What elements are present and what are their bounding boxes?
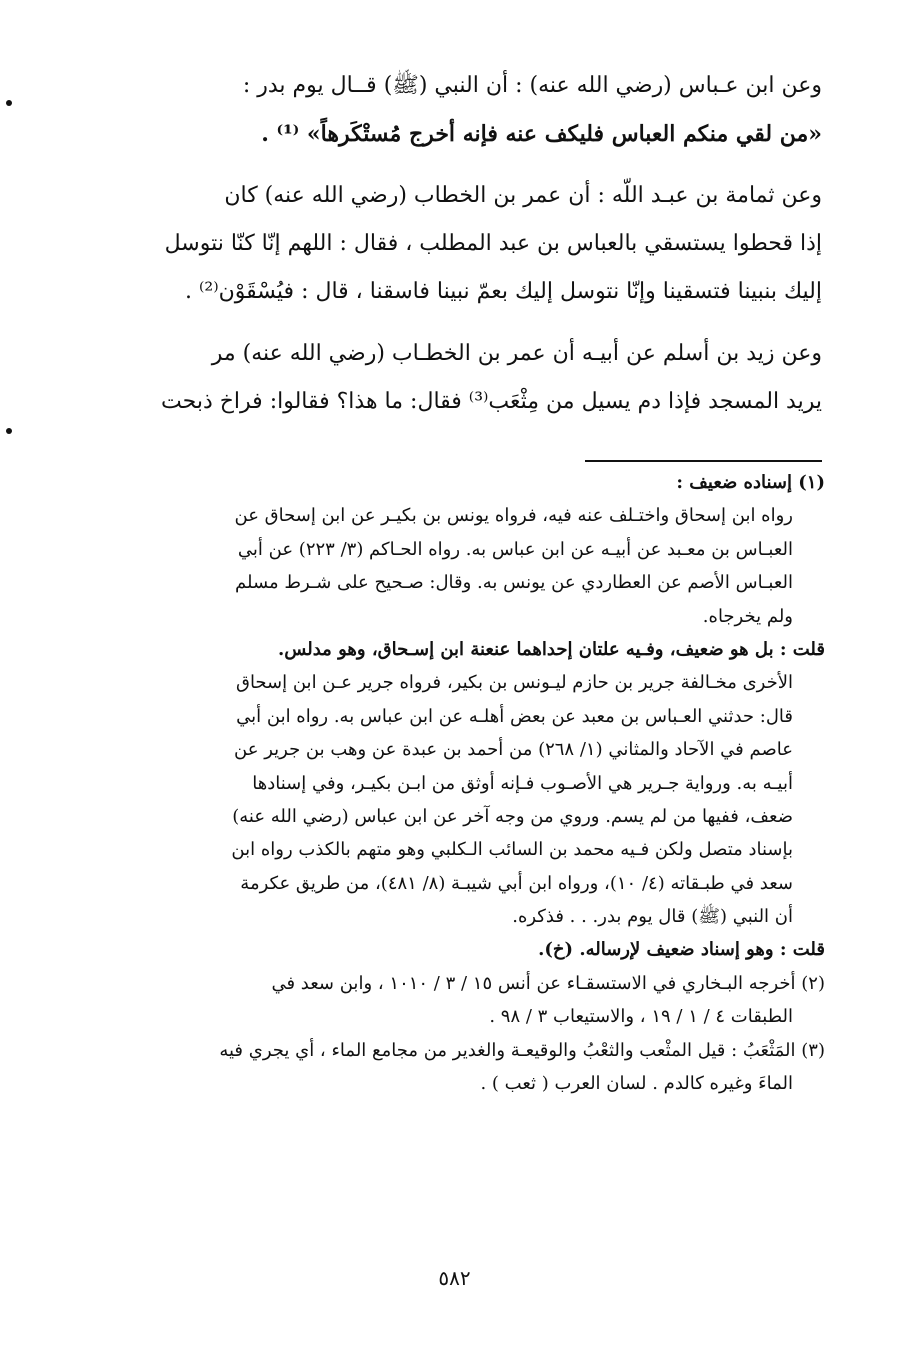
footnote-line: (١) إسناده ضعيف : — [676, 472, 825, 493]
text-line: إذا قحطوا يستسقي بالعباس بن عبد المطلب ، فقال : اللهم إنّا كنّا نتوسل — [164, 231, 822, 256]
footnote-line: قلت : وهو إسناد ضعيف لإرساله. (خ). — [538, 939, 825, 961]
footnote-line: ضعف، ففيها من لم يسم. وروي من وجه آخر عن ابن عباس (رضي الله عنه) — [232, 805, 793, 827]
footnote-line: (٣) المَثْعَبُ : قيل المثْعب والثعْبُ والوقيعـة والغدير من مجامع الماء ، أي يجري فيه — [219, 1039, 825, 1061]
paragraph-1 — [100, 62, 822, 158]
footnote-line: العبـاس بن معـبد عن أبيـه عن ابن عباس به. رواه الحـاكم (٣/ ٢٢٣) عن أبي — [237, 538, 793, 560]
footnote-line: سعد في طبـقاته (٤/ ١٠)، ورواه ابن أبي شيبـة (٨/ ٤٨١)، من طريق عكرمة — [240, 872, 793, 894]
footnote-line: بإسناد متصل ولكن فـيه محمد بن السائب الـكلبي وهو متهم بالكذب رواه ابن — [231, 839, 793, 861]
footnote-line: قلت : بل هو ضعيف، وفـيه علتان إحداهما عنعنة ابن إسـحاق، وهو مدلس. — [278, 638, 825, 660]
paragraph-2 — [100, 172, 822, 316]
text-line: وعن زيد بن أسلم عن أبيـه أن عمر بن الخطـاب (رضي الله عنه) مر — [211, 341, 822, 366]
page-number: ٥٨٢ — [438, 1266, 471, 1290]
footnote-line: أن النبي (ﷺ) قال يوم بدر. . . فذكره. — [512, 906, 793, 928]
footnote-line: (٢) أخرجه البـخاري في الاستسقـاء عن أنس ١٥ / ٣ / ١٠١٠ ، وابن سعد في — [271, 972, 825, 994]
footnote-line: العبـاس الأصم عن العطاردي عن يونس به. وقال: صـحيح على شـرط مسلم — [235, 572, 793, 594]
text-line: وعن ابن عـباس (رضي الله عنه) : أن النبي (ﷺ) قــال يوم بدر : — [242, 73, 822, 98]
footnote-line: الأخرى مخـالفة جرير بن حازم ليـونس بن بكير، فرواه جرير عـن ابن إسحاق — [235, 672, 793, 694]
footnote-line: عاصم في الآحاد والمثاني (١/ ٢٦٨) من أحمد بن عبدة عن وهب بن جرير عن — [234, 739, 793, 761]
footnote-divider — [585, 460, 822, 462]
footnote-line: الماءَ وغيره كالدم . لسان العرب ( ثعب ) . — [480, 1073, 793, 1095]
footnote-line: ولم يخرجاه. — [702, 605, 793, 627]
main-text — [100, 62, 822, 440]
text-line: يريد المسجد فإذا دم يسيل من مِثْعَب⁽³⁾ فقال: ما هذا؟ فقالوا: فراخ ذبحت — [161, 389, 822, 414]
footnote-line: أبيـه به. ورواية جـرير هي الأصـوب فـإنه أوثق من ابـن بكيـر، وفي إسنادها — [252, 772, 793, 794]
footnote-line: رواه ابن إسحاق واختـلف عنه فيه، فرواه يونس بن بكيـر عن ابن إسحاق عن — [234, 505, 793, 527]
footnotes — [95, 466, 825, 1100]
text-line: إليك بنبينا فتسقينا وإنّا نتوسل إليك بعمّ نبينا فاسقنا ، قال : فيُسْقَوْن⁽²⁾ . — [185, 279, 822, 304]
text-line: وعن ثمامة بن عبـد اللّه : أن عمر بن الخطاب (رضي الله عنه) كان — [224, 183, 822, 208]
hadith-quote: «من لقي منكم العباس فليكف عنه فإنه أخرج مُستْكَرهاً» ⁽¹⁾ . — [261, 121, 822, 147]
footnote-line: الطبقات ٤ / ١ / ١٩ ، والاستيعاب ٣ / ٩٨ . — [489, 1006, 793, 1028]
margin-mark — [6, 428, 12, 434]
margin-mark — [6, 100, 12, 106]
footnote-line: قال: حدثني العـباس بن معبد عن بعض أهلـه عن ابن عباس به. رواه ابن أبي — [236, 705, 793, 727]
paragraph-3 — [100, 330, 822, 426]
